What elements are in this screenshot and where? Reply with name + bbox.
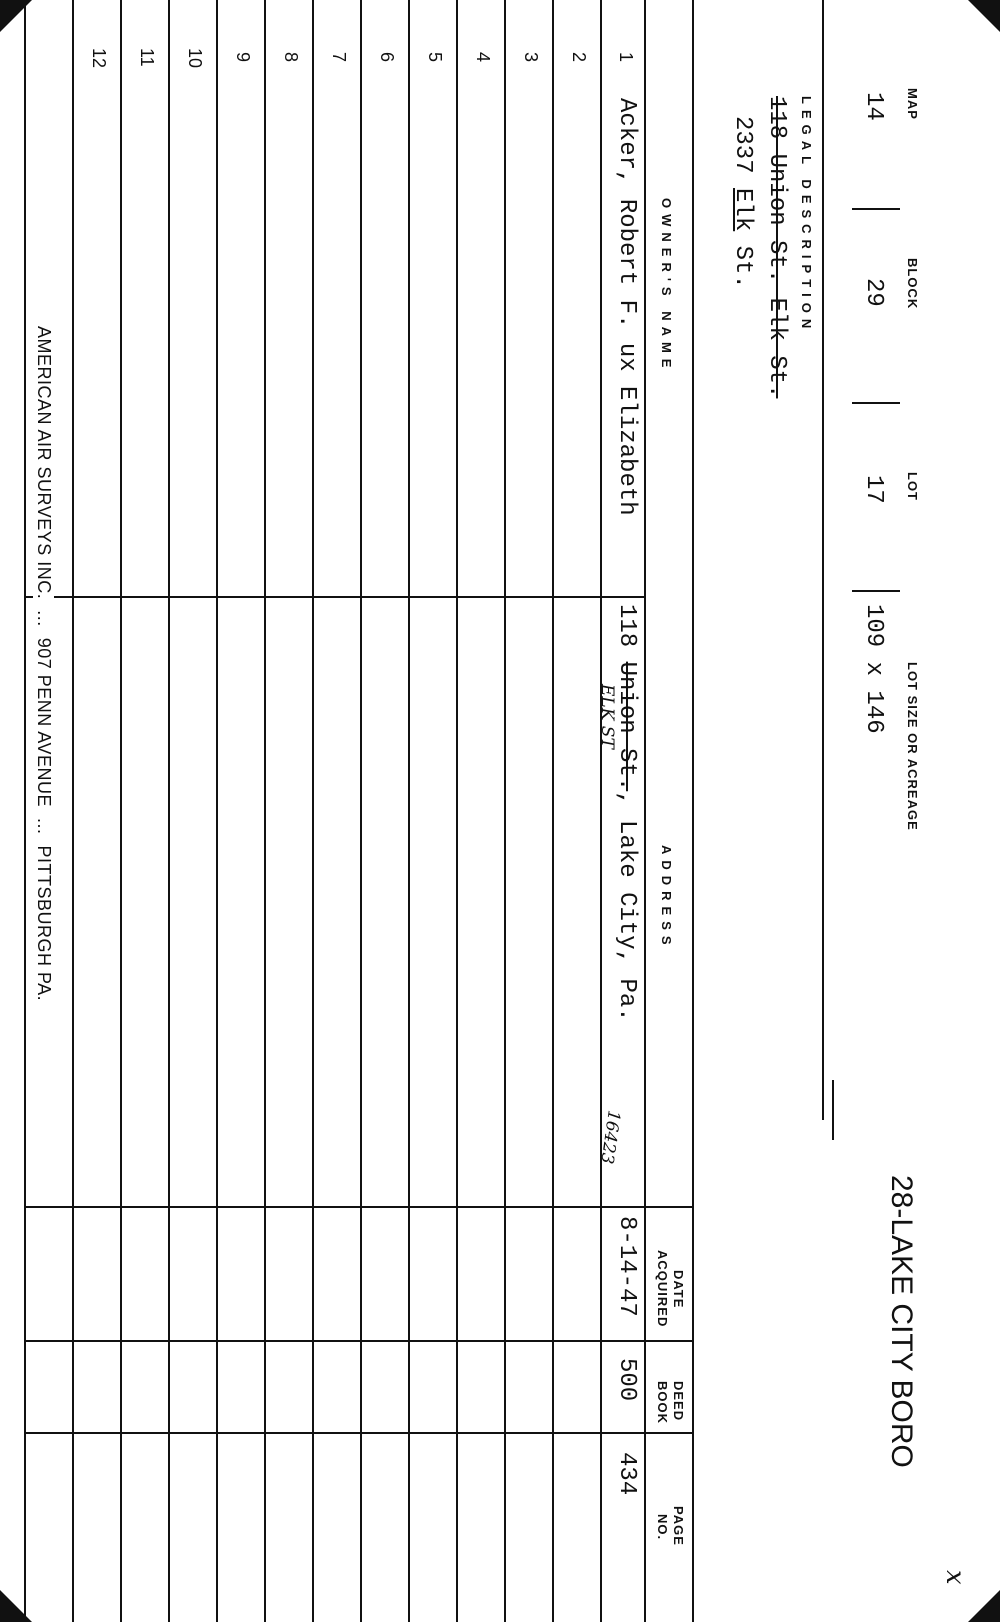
row-number: 12 xyxy=(89,48,109,69)
row-number: 8 xyxy=(281,52,301,63)
row-line xyxy=(504,0,506,1622)
zip-handwritten: 16423 xyxy=(596,1108,624,1166)
column-divider-date-deed xyxy=(26,1340,694,1342)
date-acquired-header-line2: ACQUIRED xyxy=(655,1250,670,1328)
row-line xyxy=(312,0,314,1622)
map-value: 14 xyxy=(860,92,887,121)
legal-number: 2337 xyxy=(729,116,756,174)
address-handwritten-correction: ELK ST xyxy=(597,684,617,749)
page-no-header-line1: PAGE xyxy=(671,1506,686,1546)
top-section-line xyxy=(822,0,824,1120)
row-line xyxy=(264,0,266,1622)
corner-mark-bottom-right xyxy=(0,1590,32,1622)
row-number: 5 xyxy=(425,52,445,63)
owner-address xyxy=(613,604,640,1022)
row-line xyxy=(600,0,602,1622)
column-divider-address-date xyxy=(26,1206,694,1208)
legal-suffix: St. xyxy=(729,245,756,289)
owner-name: Acker, Robert F. ux Elizabeth xyxy=(613,98,640,516)
top-section-line-right xyxy=(832,1080,834,1140)
date-acquired-value: 8-14-47 xyxy=(613,1216,640,1317)
card-title: 28-LAKE CITY BORO xyxy=(885,1175,918,1468)
date-acquired-header-line1: DATE xyxy=(671,1270,686,1309)
column-divider-deed-page xyxy=(26,1432,694,1434)
row-line xyxy=(24,0,26,1622)
deed-book-value: 500 xyxy=(613,1358,640,1402)
block-header: BLOCK xyxy=(905,258,920,310)
address-number: 118 xyxy=(613,604,640,648)
owners-name-header: OWNER'S NAME xyxy=(659,198,674,374)
column-divider-name-address xyxy=(26,596,646,598)
corner-mark-top-left xyxy=(968,0,1000,32)
row-number: 11 xyxy=(137,48,157,67)
page-no-value: 434 xyxy=(613,1452,640,1496)
row-line xyxy=(216,0,218,1622)
lot-header: LOT xyxy=(905,472,920,501)
row-number: 4 xyxy=(473,52,493,63)
divider-block-lot xyxy=(852,402,900,404)
owner-table-top-line xyxy=(692,0,694,1622)
row-line xyxy=(168,0,170,1622)
row-line xyxy=(72,0,74,1622)
row-number: 7 xyxy=(329,52,349,63)
lot-size-header: LOT SIZE OR ACREAGE xyxy=(905,662,920,831)
divider-map-block xyxy=(852,208,900,210)
map-header: MAP xyxy=(905,88,920,120)
legal-description-current xyxy=(729,116,756,289)
row-number: 10 xyxy=(185,48,205,69)
legal-street: Elk xyxy=(729,188,756,232)
address-header: ADDRESS xyxy=(659,845,674,951)
legal-description-crossed-out: 118 Union St. Elk St. xyxy=(763,96,790,399)
page-no-header-line2: NO. xyxy=(655,1514,670,1541)
row-line xyxy=(408,0,410,1622)
corner-mark-bottom-left xyxy=(0,0,32,32)
row-line xyxy=(360,0,362,1622)
block-value: 29 xyxy=(860,278,887,307)
deed-book-header-line1: DEED xyxy=(671,1381,686,1422)
lot-value: 17 xyxy=(860,475,887,504)
address-crossed-out: Union St. xyxy=(613,661,640,792)
corner-check-mark: x xyxy=(940,1570,970,1585)
row-line xyxy=(552,0,554,1622)
publisher-footer: AMERICAN AIR SURVEYS INC. ... 907 PENN AVENUE ... PITTSBURGH PA. xyxy=(33,322,54,1005)
lot-size-value: 109 x 146 xyxy=(860,604,887,734)
owner-table-header-line xyxy=(644,0,646,1622)
divider-lot-size xyxy=(852,590,900,592)
row-line xyxy=(120,0,122,1622)
row-number: 6 xyxy=(377,52,397,63)
row-number: 3 xyxy=(521,52,541,63)
legal-description-header: LEGAL DESCRIPTION xyxy=(799,96,814,335)
corner-mark-top-right xyxy=(968,1590,1000,1622)
row-number: 1 xyxy=(616,52,636,63)
deed-book-header-line2: BOOK xyxy=(655,1381,670,1424)
row-number: 2 xyxy=(569,52,589,63)
row-number: 9 xyxy=(233,52,253,63)
row-line xyxy=(456,0,458,1622)
address-rest: , Lake City, Pa. xyxy=(613,791,640,1022)
